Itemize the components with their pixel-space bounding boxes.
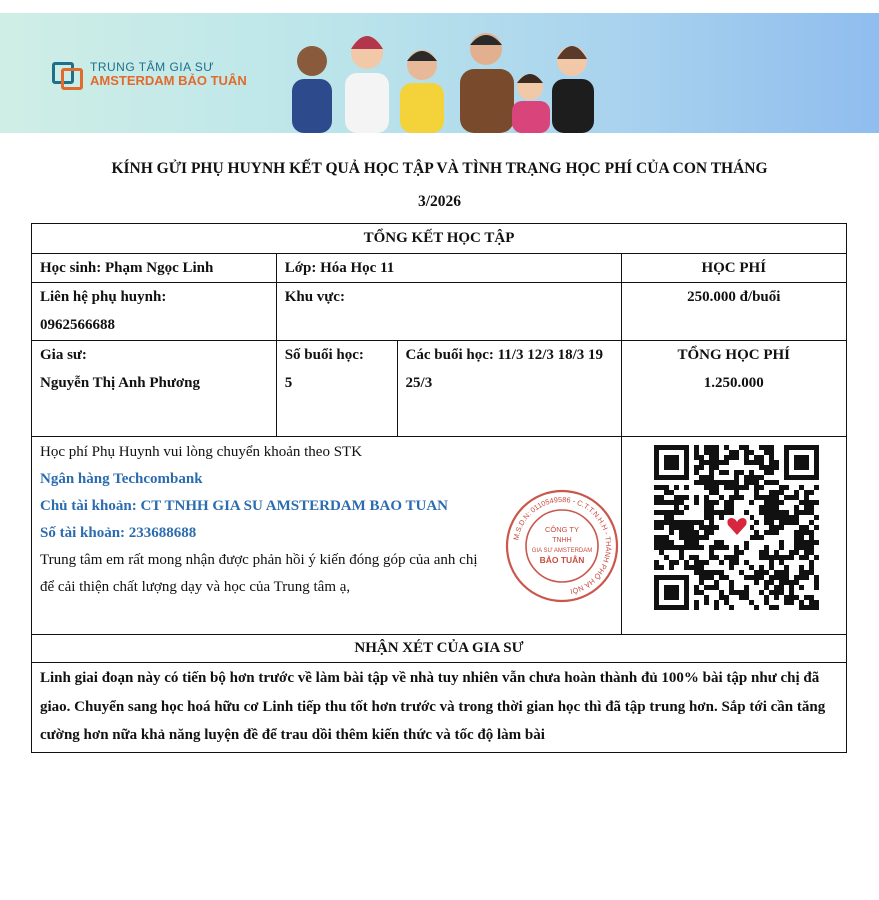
parent-contact-label: Liên hệ phụ huynh: (40, 289, 167, 305)
payment-qr-code (652, 443, 822, 615)
account-number: Số tài khoản: 233688688 (40, 525, 197, 541)
session-dates-line1: Các buổi học: 11/3 12/3 18/3 19 (405, 347, 604, 363)
sessions-count: 5 (284, 375, 293, 391)
page-title: KÍNH GỬI PHỤ HUYNH KẾT QUẢ HỌC TẬP VÀ TÌNH TRẠNG HỌC PHÍ CỦA CON THÁNG (111, 160, 768, 177)
tutor-name: Nguyễn Thị Anh Phương (40, 375, 201, 391)
parent-contact-cell (32, 283, 277, 341)
header-banner (0, 13, 879, 133)
feedback-request-line1: Trung tâm em rất mong nhận được phản hồi ý kiến đóng góp của anh chị (40, 552, 478, 568)
tutor-label: Gia sư: (40, 347, 87, 363)
stamp-line2: TNHH (552, 537, 572, 544)
page-title-month: 3/2026 (417, 193, 462, 210)
logo-line2: AMSTERDAM BẢO TUÂN (90, 73, 247, 88)
stamp-line1: CÔNG TY (544, 525, 580, 534)
sessions-cell (276, 341, 397, 437)
logo-icon (52, 62, 82, 86)
total-fee-value: 1.250.000 (703, 375, 764, 391)
stamp-ring-text: M.S.D.N: 0110549586 - C.T.T.N.H.H - THÀNH PHỐ HÀ NỘI (511, 494, 614, 597)
total-fee-cell (621, 341, 846, 437)
class-name: Lớp: Hóa Học 11 (276, 254, 621, 283)
session-dates-cell (397, 341, 621, 437)
company-stamp (504, 488, 620, 604)
feedback-request-line2: để cải thiện chất lượng dạy và học của Trung tâm ạ, (40, 579, 351, 595)
fee-heading: HỌC PHÍ (621, 254, 846, 283)
total-fee-label: TỔNG HỌC PHÍ (677, 347, 791, 363)
stamp-line3: GIA SƯ AMSTERDAM (531, 548, 593, 554)
tutor-cell (32, 341, 277, 437)
sessions-label: Số buổi học: (284, 347, 364, 363)
fee-per-session: 250.000 đ/buổi (621, 283, 846, 341)
student-name: Học sinh: Phạm Ngọc Linh (32, 254, 277, 283)
tutor-comments-body: Linh giai đoạn này có tiến bộ hơn trước về làm bài tập về nhà tuy nhiên vẫn chưa hoàn thành đủ 100% bài tập như chị đã giao. Chuyển sang học hoá hữu cơ Linh tiếp thu tốt hơn trước và trong thời gian học thì đã tập trung hơn. Sắp tới cần tăng cường hơn nữa khả năng luyện đề để trau dồi thêm kiến thức và tốc độ làm bài (32, 663, 847, 753)
logo-line1: TRUNG TÂM GIA SƯ (90, 60, 215, 74)
stamp-line4: BẢO TUÂN (539, 555, 585, 565)
summary-heading: TỔNG KẾT HỌC TẬP (32, 224, 847, 254)
banner-people-photo (272, 13, 612, 133)
session-dates-line2: 25/3 (405, 375, 433, 391)
tutor-comments-heading: NHẬN XÉT CỦA GIA SƯ (32, 635, 847, 663)
payment-intro: Học phí Phụ Huynh vui lòng chuyển khoản theo STK (40, 444, 363, 460)
area-label: Khu vực: (276, 283, 621, 341)
parent-phone: 0962566688 (40, 317, 115, 333)
bank-name: Ngân hàng Techcombank (40, 471, 203, 487)
center-logo (52, 60, 247, 88)
account-holder: Chủ tài khoản: CT TNHH GIA SU AMSTERDAM BAO TUAN (40, 498, 449, 514)
